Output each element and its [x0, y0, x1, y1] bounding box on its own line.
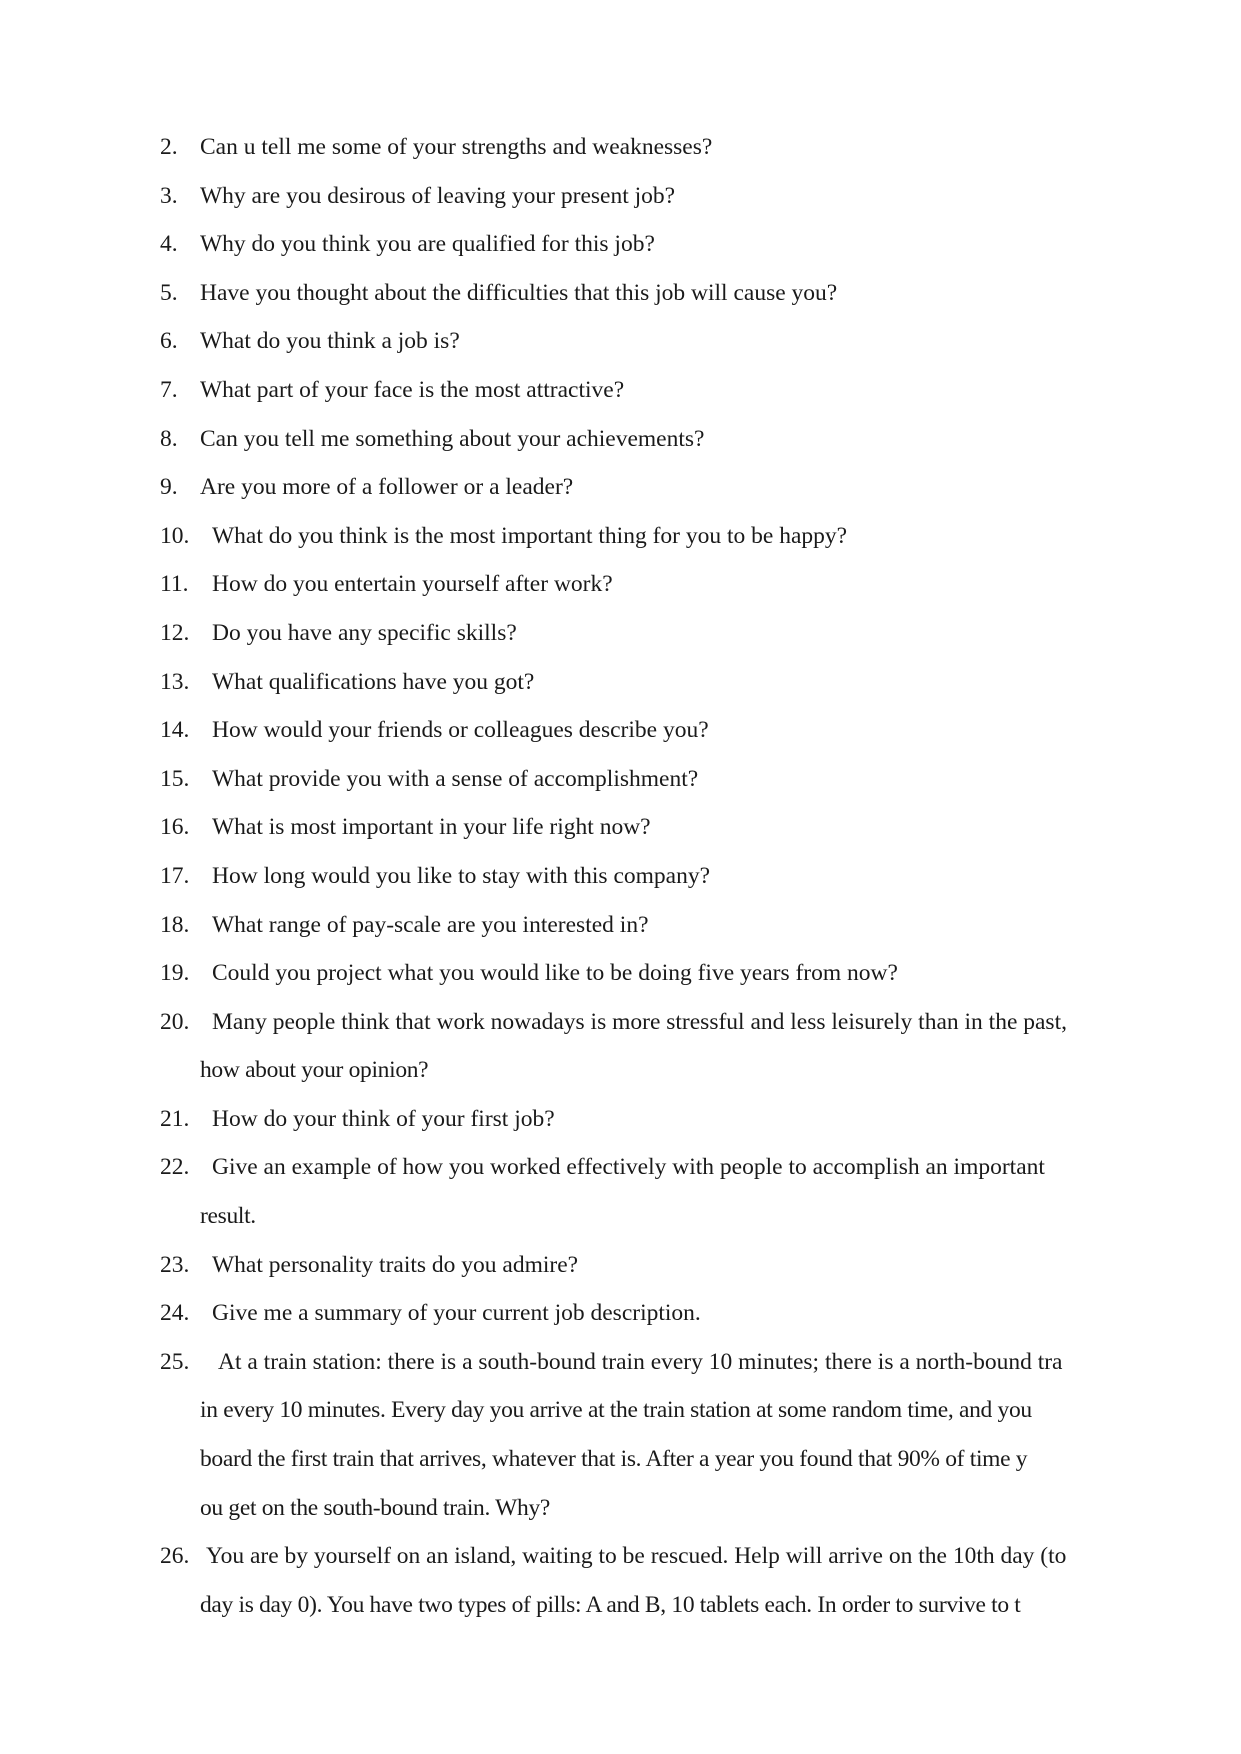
question-number: 5. [160, 279, 178, 306]
question-list [160, 123, 1125, 1629]
question-item [160, 1241, 1125, 1290]
question-text: Could you project what you would like to be doing five years from now? [212, 960, 898, 987]
question-number: 25. [160, 1348, 190, 1375]
question-number: 14. [160, 717, 190, 744]
question-item [160, 755, 1125, 804]
question-text: How long would you like to stay with this company? [212, 862, 711, 889]
question-text: What part of your face is the most attractive? [200, 376, 625, 403]
question-item [160, 269, 1125, 318]
question-number: 10. [160, 522, 190, 549]
question-number: 20. [160, 1008, 190, 1035]
question-text: Why do you think you are qualified for this job? [200, 231, 655, 258]
question-number: 21. [160, 1105, 190, 1132]
question-item [160, 172, 1125, 221]
question-item [160, 658, 1125, 707]
question-item [160, 901, 1125, 950]
question-text: What personality traits do you admire? [212, 1251, 579, 1278]
question-number: 12. [160, 619, 190, 646]
question-text: How do you entertain yourself after work? [212, 571, 613, 598]
question-item [160, 366, 1125, 415]
question-text-line: day is day 0). You have two types of pills: A and B, 10 tablets each. In order to survive to t [200, 1591, 1021, 1618]
question-number: 24. [160, 1300, 190, 1327]
question-item-25 [160, 1338, 1125, 1532]
question-item [160, 415, 1125, 464]
question-text: What do you think is the most important thing for you to be happy? [212, 522, 848, 549]
question-text-line: result. [200, 1203, 256, 1230]
question-item [160, 560, 1125, 609]
question-text-line: Give an example of how you worked effectively with people to accomplish an important [212, 1154, 1045, 1181]
question-text-line: Many people think that work nowadays is more stressful and less leisurely than in the past, [212, 1008, 1067, 1035]
question-number: 7. [160, 376, 178, 403]
question-text: What is most important in your life right now? [212, 814, 651, 841]
question-text: What provide you with a sense of accomplishment? [212, 765, 699, 792]
question-item [160, 609, 1125, 658]
question-text-line: board the first train that arrives, whatever that is. After a year you found that 90% of time y [200, 1446, 1028, 1473]
question-text: Can u tell me some of your strengths and weaknesses? [200, 134, 713, 160]
question-text: Give me a summary of your current job description. [212, 1300, 701, 1327]
question-number: 26. [160, 1543, 190, 1570]
question-item [160, 1095, 1125, 1144]
question-text-line: You are by yourself on an island, waiting to be rescued. Help will arrive on the 10th day (to [206, 1543, 1067, 1570]
question-text: Do you have any specific skills? [212, 619, 517, 646]
question-number: 22. [160, 1154, 190, 1181]
question-number: 9. [160, 474, 178, 501]
question-item [160, 317, 1125, 366]
question-number: 2. [160, 134, 178, 160]
question-number: 6. [160, 328, 178, 355]
question-text: How would your friends or colleagues describe you? [212, 717, 709, 744]
question-number: 19. [160, 960, 190, 987]
question-number: 18. [160, 911, 190, 938]
question-text: What range of pay-scale are you interested in? [212, 911, 649, 938]
question-item [160, 852, 1125, 901]
question-number: 17. [160, 862, 190, 889]
question-item [160, 123, 1125, 172]
question-item [160, 512, 1125, 561]
question-item [160, 220, 1125, 269]
question-number: 16. [160, 814, 190, 841]
question-text: Are you more of a follower or a leader? [200, 474, 574, 501]
question-item [160, 463, 1125, 512]
question-item [160, 1289, 1125, 1338]
question-number: 4. [160, 231, 178, 258]
question-number: 11. [160, 571, 189, 598]
question-text-line: in every 10 minutes. Every day you arrive at the train station at some random time, and you [200, 1397, 1032, 1424]
question-text: Why are you desirous of leaving your present job? [200, 182, 676, 209]
question-item [160, 803, 1125, 852]
question-text-line: how about your opinion? [200, 1057, 429, 1084]
question-number: 23. [160, 1251, 190, 1278]
question-item-22 [160, 1143, 1125, 1240]
question-number: 3. [160, 182, 178, 209]
question-item [160, 949, 1125, 998]
question-text-line: At a train station: there is a south-bound train every 10 minutes; there is a north-bound tra [218, 1348, 1063, 1375]
question-text: What do you think a job is? [200, 328, 460, 355]
question-text: Can you tell me something about your achievements? [200, 425, 705, 452]
question-item-20 [160, 998, 1125, 1095]
question-text: Have you thought about the difficulties that this job will cause you? [200, 279, 838, 306]
question-number: 15. [160, 765, 190, 792]
question-number: 13. [160, 668, 190, 695]
question-text: How do your think of your first job? [212, 1105, 555, 1132]
question-item [160, 706, 1125, 755]
question-text: What qualifications have you got? [212, 668, 535, 695]
question-item-26 [160, 1532, 1125, 1629]
question-text-line: ou get on the south-bound train. Why? [200, 1494, 551, 1521]
question-number: 8. [160, 425, 178, 452]
